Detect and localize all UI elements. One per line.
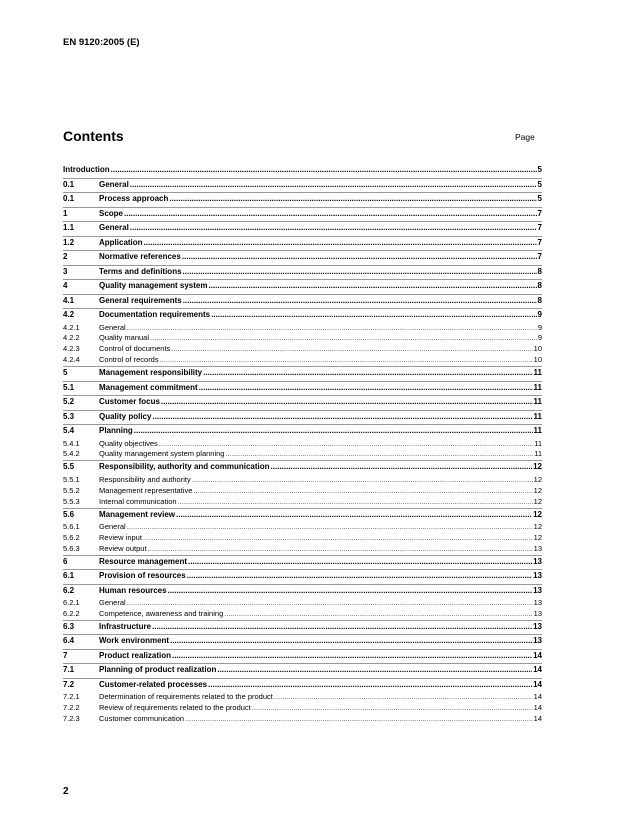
toc-entry-number: 6.3 <box>63 621 75 631</box>
toc-entry-number: 0.1 <box>63 179 75 189</box>
toc-entry-page: 5 <box>537 194 542 203</box>
contents-title: Contents <box>63 128 124 144</box>
toc-entry[interactable] <box>63 355 542 366</box>
toc-entry[interactable] <box>63 178 542 193</box>
toc-entry[interactable] <box>63 703 542 714</box>
toc-entry-number: 4.2.3 <box>63 344 80 354</box>
dot-leader <box>134 424 533 439</box>
toc-entry-title: Customer focus <box>99 397 160 407</box>
toc-entry-page: 14 <box>533 703 542 713</box>
toc-entry[interactable] <box>63 344 542 355</box>
dot-leader <box>127 522 533 533</box>
toc-entry[interactable] <box>63 410 542 425</box>
dot-leader <box>193 486 532 497</box>
dot-leader <box>130 221 537 236</box>
dot-leader <box>152 410 532 425</box>
dot-leader <box>127 323 537 334</box>
toc-entry[interactable] <box>63 207 542 222</box>
toc-entry[interactable] <box>63 395 542 410</box>
toc-entry[interactable] <box>63 333 542 344</box>
toc-entry-number: 4.2.4 <box>63 355 80 365</box>
toc-entry[interactable] <box>63 279 542 294</box>
dot-leader <box>271 460 533 475</box>
toc-entry-number: 7.1 <box>63 665 75 675</box>
toc-entry[interactable] <box>63 294 542 309</box>
toc-entry-number: 4.2.2 <box>63 333 80 343</box>
toc-entry-page: 8 <box>537 266 542 276</box>
toc-entry-page: 13 <box>533 543 542 553</box>
toc-entry[interactable] <box>63 449 542 460</box>
toc-entry-title: Responsibility and authority <box>99 474 191 484</box>
toc-entry-number: 4.2 <box>63 310 75 319</box>
toc-entry-title: Process approach <box>99 194 169 203</box>
toc-entry-page: 12 <box>533 462 542 472</box>
toc-entry-page: 13 <box>533 585 542 595</box>
toc-entry-number: 4 <box>63 281 68 290</box>
toc-entry-number: 7.2.2 <box>63 703 80 713</box>
toc-entry-page: 14 <box>533 679 542 689</box>
toc-entry-title: Review output <box>99 543 147 553</box>
toc-entry-title: Responsibility, authority and communication <box>99 462 270 472</box>
toc-entry[interactable] <box>63 424 542 439</box>
toc-entry[interactable] <box>63 475 542 486</box>
toc-entry-title: Planning <box>99 426 133 436</box>
toc-entry-number: 5.5.1 <box>63 474 80 484</box>
toc-entry-page: 14 <box>533 665 542 675</box>
toc-entry-number: 4.2.1 <box>63 322 80 332</box>
dot-leader <box>203 366 532 381</box>
toc-entry-title: Application <box>99 237 143 247</box>
dot-leader <box>170 634 532 649</box>
toc-entry-title: Quality manual <box>99 333 150 343</box>
toc-entry-page: 9 <box>537 333 542 343</box>
toc-entry-title: Infrastructure <box>99 621 152 631</box>
dot-leader <box>208 678 532 693</box>
toc-entry-number: 7 <box>63 650 68 660</box>
toc-entry-page: 7 <box>537 237 542 247</box>
toc-entry-title: Provision of resources <box>99 571 186 581</box>
toc-entry-number: 5.6.3 <box>63 543 80 553</box>
toc-entry[interactable] <box>63 497 542 508</box>
toc-entry-title: Management commitment <box>99 382 198 392</box>
toc-entry-title: Normative references <box>99 252 181 261</box>
page-column-label: Page <box>515 132 535 142</box>
toc-entry-page: 10 <box>533 355 542 365</box>
toc-entry-page: 7 <box>537 252 542 261</box>
toc-entry-title: Quality management system <box>99 281 208 290</box>
toc-entry-number: 6.4 <box>63 636 75 646</box>
toc-entry[interactable] <box>63 692 542 703</box>
toc-entry-number: 5.4.1 <box>63 438 80 448</box>
toc-entry-page: 12 <box>533 509 542 519</box>
toc-entry[interactable] <box>63 663 542 678</box>
toc-entry-page: 8 <box>537 295 542 305</box>
dot-leader <box>161 395 533 410</box>
toc-entry[interactable] <box>63 598 542 609</box>
document-header: EN 9120:2005 (E) <box>63 37 140 48</box>
toc-entry[interactable] <box>63 584 542 599</box>
toc-entry-page: 12 <box>533 474 542 484</box>
dot-leader <box>124 207 537 222</box>
toc-entry-title: General requirements <box>99 295 182 305</box>
toc-entry-page: 12 <box>533 522 542 532</box>
toc-entry-page: 13 <box>533 621 542 631</box>
toc-entry[interactable] <box>63 522 542 533</box>
toc-entry-page: 7 <box>537 223 542 232</box>
toc-entry-page: 12 <box>533 485 542 495</box>
dot-leader <box>178 497 533 508</box>
dot-leader <box>143 533 533 544</box>
toc-entry-page: 14 <box>533 714 542 724</box>
dot-leader <box>130 178 537 193</box>
toc-entry-page: 11 <box>533 368 542 378</box>
toc-entry-number: 6 <box>63 556 68 566</box>
toc-entry-title: Review input <box>99 532 142 542</box>
toc-entry-number: 2 <box>63 252 68 261</box>
dot-leader <box>211 308 536 323</box>
toc-entry-title: Customer-related processes <box>99 679 208 689</box>
toc-entry-number: 5.1 <box>63 382 75 392</box>
toc-entry-title: General <box>99 598 126 608</box>
dot-leader <box>185 714 533 725</box>
toc-entry-page: 11 <box>533 411 542 421</box>
toc-entry-page: 11 <box>533 426 542 436</box>
dot-leader <box>159 439 533 450</box>
toc-entry-page: 11 <box>534 449 542 459</box>
toc-entry[interactable] <box>63 714 542 725</box>
toc-entry-title: Competence, awareness and training <box>99 609 224 619</box>
toc-entry-number: 5.6 <box>63 509 75 519</box>
dot-leader <box>152 620 532 635</box>
toc-entry[interactable] <box>63 381 542 396</box>
toc-entry-title: Human resources <box>99 585 167 595</box>
toc-entry[interactable] <box>63 236 542 251</box>
toc-entry[interactable] <box>63 634 542 649</box>
toc-entry-page: 9 <box>537 322 542 332</box>
toc-entry-number: 5.5.2 <box>63 485 80 495</box>
dot-leader <box>225 449 533 460</box>
toc-entry[interactable] <box>63 221 542 236</box>
toc-entry-number: 1.1 <box>63 223 75 232</box>
toc-entry-page: 13 <box>533 636 542 646</box>
toc-entry-page: 12 <box>533 496 542 506</box>
dot-leader <box>168 584 533 599</box>
toc-entry-page: 8 <box>537 281 542 290</box>
table-of-contents <box>63 163 542 725</box>
toc-entry-page: 5 <box>537 179 542 189</box>
toc-entry-title: Resource management <box>99 556 188 566</box>
toc-entry-number: 4.1 <box>63 295 75 305</box>
toc-entry-number: 5.6.2 <box>63 532 80 542</box>
toc-entry-number: 6.1 <box>63 571 75 581</box>
toc-entry-title: Terms and definitions <box>99 266 182 276</box>
dot-leader <box>192 475 533 486</box>
toc-entry-title: Scope <box>99 208 124 218</box>
toc-entry-title: General <box>99 223 129 232</box>
dot-leader <box>224 609 532 620</box>
dot-leader <box>183 265 537 280</box>
toc-entry[interactable] <box>63 486 542 497</box>
toc-entry-number: 6.2.1 <box>63 598 80 608</box>
dot-leader <box>111 163 537 178</box>
toc-entry-title: General <box>99 522 126 532</box>
dot-leader <box>144 236 537 251</box>
toc-entry-number: 6.2.2 <box>63 609 80 619</box>
toc-entry-number: 5.3 <box>63 411 75 421</box>
dot-leader <box>176 508 532 523</box>
toc-entry-page: 13 <box>533 556 542 566</box>
toc-entry-page: 13 <box>533 571 542 581</box>
toc-entry-number: 5.5.3 <box>63 496 80 506</box>
toc-entry[interactable] <box>63 308 542 323</box>
toc-entry-number: 5 <box>63 368 68 378</box>
dot-leader <box>182 250 537 265</box>
toc-entry-title: Internal communication <box>99 496 177 506</box>
dot-leader <box>187 569 532 584</box>
toc-entry-number: 5.2 <box>63 397 75 407</box>
toc-entry-page: 12 <box>533 532 542 542</box>
toc-entry-title: Product realization <box>99 650 172 660</box>
toc-entry-title: Planning of product realization <box>99 665 217 675</box>
toc-entry-title: Review of requirements related to the product <box>99 703 251 713</box>
toc-entry-page: 11 <box>533 382 542 392</box>
toc-entry[interactable] <box>63 250 542 265</box>
toc-entry[interactable] <box>63 649 542 664</box>
toc-entry[interactable] <box>63 569 542 584</box>
toc-entry-page: 5 <box>537 165 542 174</box>
dot-leader <box>252 703 533 714</box>
toc-entry[interactable] <box>63 544 542 555</box>
toc-entry-title: Quality policy <box>99 411 152 421</box>
toc-entry-page: 13 <box>533 598 542 608</box>
dot-leader <box>274 692 533 703</box>
toc-entry[interactable] <box>63 265 542 280</box>
toc-entry-title: General <box>99 322 126 332</box>
toc-entry[interactable] <box>63 555 542 570</box>
toc-entry-title: Customer communication <box>99 714 185 724</box>
toc-entry-number: 5.6.1 <box>63 522 80 532</box>
toc-entry-number: 7.2.1 <box>63 692 80 702</box>
toc-entry-number: 5.4.2 <box>63 449 80 459</box>
toc-entry-number: 1.2 <box>63 237 75 247</box>
toc-entry[interactable] <box>63 323 542 334</box>
toc-entry-number: 5.5 <box>63 462 75 472</box>
dot-leader <box>150 333 537 344</box>
toc-entry-title: Management representative <box>99 485 193 495</box>
dot-leader <box>199 381 533 396</box>
toc-entry-number: 1 <box>63 208 68 218</box>
toc-entry-page: 9 <box>537 310 542 319</box>
dot-leader <box>208 279 536 294</box>
toc-entry-title: Control of records <box>99 355 159 365</box>
toc-entry[interactable] <box>63 609 542 620</box>
toc-entry[interactable] <box>63 678 542 693</box>
dot-leader <box>172 649 532 664</box>
dot-leader <box>171 344 532 355</box>
toc-entry[interactable] <box>63 620 542 635</box>
toc-entry-page: 14 <box>533 692 542 702</box>
toc-entry-title: Quality objectives <box>99 438 158 448</box>
toc-entry-page: 7 <box>537 208 542 218</box>
toc-entry-title: Determination of requirements related to the product <box>99 692 273 702</box>
toc-entry-page: 14 <box>533 650 542 660</box>
toc-entry[interactable] <box>63 460 542 475</box>
dot-leader <box>160 355 533 366</box>
toc-entry[interactable] <box>63 508 542 523</box>
dot-leader <box>127 598 533 609</box>
dot-leader <box>217 663 532 678</box>
dot-leader <box>148 544 533 555</box>
toc-entry-number: 7.2 <box>63 679 75 689</box>
toc-entry-page: 11 <box>533 397 542 407</box>
toc-entry-number: 3 <box>63 266 68 276</box>
toc-entry-title: Management review <box>99 509 176 519</box>
dot-leader <box>169 192 536 207</box>
toc-entry-title: Work environment <box>99 636 170 646</box>
toc-entry-title: Management responsibility <box>99 368 203 378</box>
toc-entry[interactable] <box>63 533 542 544</box>
dot-leader <box>183 294 537 309</box>
toc-entry-page: 11 <box>534 438 542 448</box>
toc-entry-number: 0.1 <box>63 194 75 203</box>
toc-entry[interactable] <box>63 439 542 450</box>
page-number: 2 <box>63 786 69 797</box>
dot-leader <box>188 555 532 570</box>
toc-entry[interactable] <box>63 192 542 207</box>
toc-entry[interactable] <box>63 366 542 381</box>
toc-entry-number: 5.4 <box>63 426 75 436</box>
toc-entry-title: Control of documents <box>99 344 171 354</box>
toc-entry-title: Documentation requirements <box>99 310 211 319</box>
toc-entry-title: General <box>99 179 129 189</box>
toc-entry-number: 7.2.3 <box>63 714 80 724</box>
toc-entry-page: 10 <box>533 344 542 354</box>
toc-entry-title: Introduction <box>63 165 110 174</box>
toc-entry[interactable] <box>63 163 542 178</box>
toc-entry-page: 13 <box>533 609 542 619</box>
toc-entry-number: 6.2 <box>63 585 75 595</box>
toc-entry-title: Quality management system planning <box>99 449 225 459</box>
